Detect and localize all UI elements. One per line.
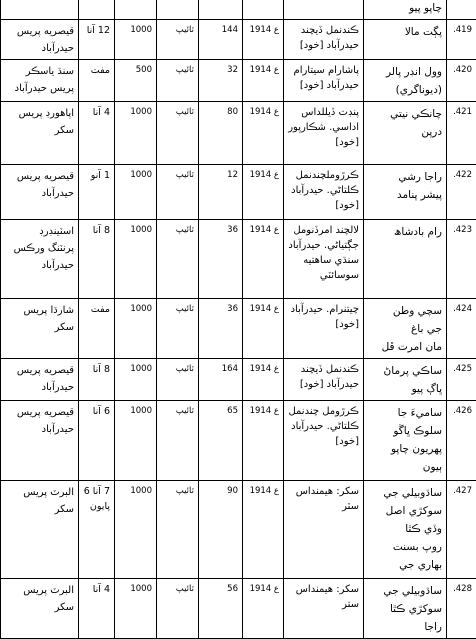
press-name-line: البرٽ پريس	[5, 484, 74, 501]
press-name-line: سکر	[5, 122, 74, 139]
press-name	[1, 220, 79, 299]
author-publisher-line: سوسائٽي	[288, 268, 359, 283]
press-name	[1, 481, 79, 579]
press-name-line: قيصريه پريس	[5, 362, 74, 379]
author-publisher-line: حيدرآباد [خود]	[288, 78, 359, 93]
author-publisher	[284, 481, 364, 579]
press-name-line: شارڌا پريس	[5, 302, 74, 319]
author-publisher-line: جڳتياڻي. حيدرآباد	[288, 238, 359, 253]
book-title-line: ڀاڳ پيو	[368, 380, 442, 398]
print-type: ٽائيپ	[157, 60, 199, 102]
author-publisher-line: [خود]	[288, 317, 359, 332]
price: مفت	[79, 299, 115, 359]
page-count: 32	[199, 60, 243, 102]
author-publisher-line: سنڌي ساهتيه	[288, 253, 359, 268]
author-publisher-line: ڪرڙوملچندنمل	[288, 168, 359, 183]
book-title	[364, 165, 447, 220]
serial-number: .419	[447, 20, 476, 60]
press-name	[1, 401, 79, 481]
book-title-line: ساڌوبيلي جي	[368, 484, 442, 502]
author-publisher	[284, 20, 364, 60]
catalog-row	[1, 220, 476, 299]
author-publisher-line: سکر: هيمنداس ستر	[288, 582, 359, 612]
catalog-row	[1, 359, 476, 401]
copies: 1000	[115, 20, 157, 60]
book-title-line: چانڪي نيتي	[368, 105, 442, 123]
year: 1914 ع	[243, 220, 284, 299]
book-title	[364, 102, 447, 165]
press-name-line: قيصريه پريس	[5, 168, 74, 185]
book-title-line: سلوڪ ڀاڱو	[368, 422, 442, 440]
year: 1914 ع	[243, 102, 284, 165]
catalog-row	[1, 401, 476, 481]
year: 1914 ع	[243, 299, 284, 359]
author-publisher	[284, 579, 364, 639]
press-name	[1, 579, 79, 639]
press-name-line: البرٽ پريس	[5, 582, 74, 599]
author-publisher-line: [خود]	[288, 434, 359, 449]
author-publisher	[284, 60, 364, 102]
page-count: 144	[199, 20, 243, 60]
author-publisher-line: حيدرآباد [خود]	[288, 38, 359, 53]
press-name-line: قيصريه پريس	[5, 23, 74, 40]
press-name-line: پرنٽنگ ورڪس	[5, 240, 74, 257]
book-title-line: مان امرت ڦل	[368, 338, 442, 356]
book-title	[364, 481, 447, 579]
press-name-line: سکر	[5, 319, 74, 336]
page-count: 12	[199, 165, 243, 220]
page-count: 90	[199, 481, 243, 579]
author-publisher-line: پاشارام سيتارام	[288, 63, 359, 78]
copies: 1000	[115, 359, 157, 401]
book-title-line: پهريون چاپو	[368, 440, 442, 458]
serial-number: .420	[447, 60, 476, 102]
book-title-line: وول انڊر پالر	[368, 63, 442, 81]
book-title-line: پيشر پنامد	[368, 186, 442, 204]
continuation-row	[1, 0, 476, 20]
year: 1914 ع	[243, 20, 284, 60]
copies: 1000	[115, 299, 157, 359]
book-title-line: (ديوناگري)	[368, 81, 442, 99]
author-publisher-line: ڪرڙومل چندنمل	[288, 404, 359, 419]
press-name-line: حيدرآباد	[5, 40, 74, 57]
author-publisher	[284, 401, 364, 481]
author-publisher-line: پنڊت ڏيللداس	[288, 105, 359, 120]
author-publisher-line: سکر: هيمنداس سٽر	[288, 484, 359, 514]
page-count: 56	[199, 579, 243, 639]
book-title	[364, 220, 447, 299]
print-type: ٽائيپ	[157, 20, 199, 60]
book-title	[364, 20, 447, 60]
author-publisher-line: لالچند امرڏنومل	[288, 223, 359, 238]
copies: 1000	[115, 165, 157, 220]
price: 6 آنا	[79, 401, 115, 481]
price: 1 آنو	[79, 165, 115, 220]
print-type: ٽائيپ	[157, 579, 199, 639]
book-title-line: سوکڙي اصل	[368, 502, 442, 520]
press-name-line: حيدرآباد	[5, 421, 74, 438]
book-title-line: راجا رشي	[368, 168, 442, 186]
print-type: ٽائيپ	[157, 401, 199, 481]
catalog-row	[1, 165, 476, 220]
book-title	[364, 579, 447, 639]
press-name	[1, 299, 79, 359]
author-publisher-line: ڪندنمل ڏيچند	[288, 362, 359, 377]
press-name	[1, 20, 79, 60]
page-count: 36	[199, 299, 243, 359]
page-count: 36	[199, 220, 243, 299]
print-type: ٽائيپ	[157, 299, 199, 359]
serial-number: .426	[447, 401, 476, 481]
year: 1914 ع	[243, 60, 284, 102]
serial-number: .424	[447, 299, 476, 359]
press-name-line: حيدرآباد	[5, 185, 74, 202]
copies: 1000	[115, 102, 157, 165]
page-count: 164	[199, 359, 243, 401]
catalog-row	[1, 102, 476, 165]
print-type: ٽائيپ	[157, 102, 199, 165]
book-title-line: ساميءَ جا	[368, 404, 442, 422]
book-title-line: ٻيون	[368, 458, 442, 476]
book-title-line: سوکڙي ڪٿا	[368, 600, 442, 618]
print-type: ٽائيپ	[157, 220, 199, 299]
book-title-line: جي باغ	[368, 320, 442, 338]
serial-number: .425	[447, 359, 476, 401]
print-type: ٽائيپ	[157, 481, 199, 579]
page-count: 65	[199, 401, 243, 481]
book-title-line: راجا	[368, 618, 442, 636]
author-publisher-line: اداسي. شڪارپور	[288, 120, 359, 135]
author-publisher	[284, 299, 364, 359]
press-name-line: اسٽينڊرڊ	[5, 223, 74, 240]
author-publisher	[284, 165, 364, 220]
price: مفت	[79, 60, 115, 102]
price-line: 7 آنا 6	[83, 484, 110, 499]
press-name	[1, 359, 79, 401]
author-publisher	[284, 220, 364, 299]
catalog-body	[1, 0, 476, 639]
press-name-line: قيصريه پريس	[5, 404, 74, 421]
press-name-line: حيدرآباد	[5, 379, 74, 396]
book-title	[364, 60, 447, 102]
serial-number: .422	[447, 165, 476, 220]
year: 1914 ع	[243, 481, 284, 579]
serial-number: .421	[447, 102, 476, 165]
book-title-line: روپ بسنت	[368, 538, 442, 556]
author-publisher	[284, 359, 364, 401]
author-publisher-line: ڪلتاڻي. حيدرآباد	[288, 183, 359, 198]
book-title-line: رام بادشاھ	[368, 223, 442, 241]
copies: 1000	[115, 481, 157, 579]
book-title	[364, 401, 447, 481]
year: 1914 ع	[243, 401, 284, 481]
author-publisher-line: چيتنرام. حيدرآباد	[288, 302, 359, 317]
year: 1914 ع	[243, 165, 284, 220]
price: 12 آنا	[79, 20, 115, 60]
author-publisher	[284, 102, 364, 165]
price: 4 آنا	[79, 102, 115, 165]
author-publisher-line: [خود]	[288, 198, 359, 213]
press-name	[1, 165, 79, 220]
print-type: ٽائيپ	[157, 359, 199, 401]
price	[79, 481, 115, 579]
press-name-line: سکر	[5, 599, 74, 616]
catalog-row	[1, 60, 476, 102]
book-title-line: بهاري جي	[368, 556, 442, 574]
book-title-line: درپن	[368, 123, 442, 141]
author-publisher-line: [خود]	[288, 135, 359, 150]
catalog-row	[1, 579, 476, 639]
page-count: 80	[199, 102, 243, 165]
press-name	[1, 102, 79, 165]
press-name	[1, 60, 79, 102]
price: 4 آنا	[79, 579, 115, 639]
author-publisher-line: ڪلتاڻي. حيدرآباد	[288, 419, 359, 434]
author-publisher-line: حيدرآباد [خود]	[288, 377, 359, 392]
press-name-line: حيدرآباد	[5, 257, 74, 274]
copies: 1000	[115, 579, 157, 639]
year: 1914 ع	[243, 359, 284, 401]
copies: 1000	[115, 220, 157, 299]
copies: 500	[115, 60, 157, 102]
serial-number: .423	[447, 220, 476, 299]
book-title-line: ساڪي پرماڻ	[368, 362, 442, 380]
year: 1914 ع	[243, 579, 284, 639]
print-type: ٽائيپ	[157, 165, 199, 220]
catalog-row	[1, 481, 476, 579]
book-title-line: پڳت مالا	[368, 23, 442, 41]
serial-number: .427	[447, 481, 476, 579]
price: 8 آنا	[79, 359, 115, 401]
press-name-line: پريس حيدرآباد	[5, 80, 74, 97]
press-name-line: سکر	[5, 501, 74, 518]
price-line: پايون	[83, 499, 110, 514]
book-title-line: ساڌوبيلي جي	[368, 582, 442, 600]
catalog-row	[1, 299, 476, 359]
continuation-title: چاپو پيو	[364, 0, 447, 20]
book-title-line: وڏي ڪٿا	[368, 520, 442, 538]
price: 8 آنا	[79, 220, 115, 299]
author-publisher-line: ڪندنمل ڏيچند	[288, 23, 359, 38]
press-name-line: اپاهورڊ پريس	[5, 105, 74, 122]
catalog-row	[1, 20, 476, 60]
press-name-line: سنڌ ياسڪر	[5, 63, 74, 80]
serial-number: .428	[447, 579, 476, 639]
book-title	[364, 359, 447, 401]
book-title-line: سچي وطن	[368, 302, 442, 320]
copies: 1000	[115, 401, 157, 481]
book-title	[364, 299, 447, 359]
